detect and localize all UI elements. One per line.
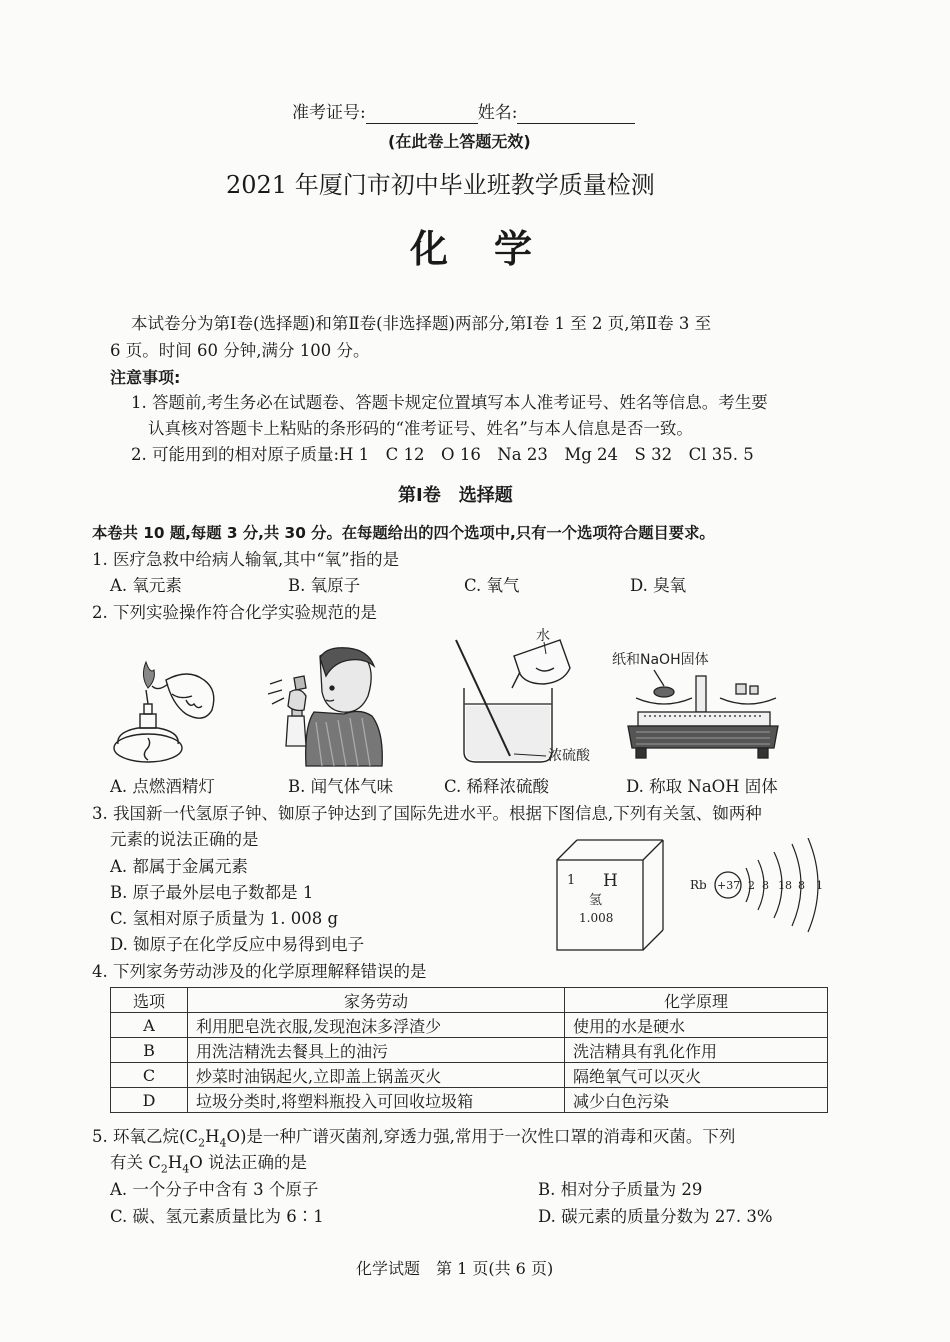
row-principle: 使用的水是硬水 — [565, 1013, 828, 1038]
exam-id-line — [292, 102, 635, 124]
table-row[interactable] — [111, 1013, 828, 1038]
exam-title: 2021 年厦门市初中毕业班教学质量检测 — [226, 171, 655, 199]
intro-line-2: 6 页。时间 60 分钟,满分 100 分。 — [110, 341, 370, 360]
q5-text-b: H — [205, 1127, 220, 1146]
water-label: 水 — [536, 628, 550, 644]
name-label: 姓名: — [477, 103, 518, 123]
q2-option-b[interactable]: B. 闻气体气味 — [288, 777, 394, 796]
row-chore: 炒菜时油锅起火,立即盖上锅盖灭火 — [188, 1063, 565, 1088]
header-option: 选项 — [111, 988, 188, 1013]
q5-option-d[interactable]: D. 碳元素的质量分数为 27. 3% — [538, 1207, 773, 1226]
q1-option-d[interactable]: D. 臭氧 — [630, 576, 687, 595]
exam-id-label: 准考证号: — [292, 103, 366, 123]
q4-table — [110, 987, 828, 1113]
table-header-row — [111, 988, 828, 1013]
q3-stem-line-1: 3. 我国新一代氢原子钟、铷原子钟达到了国际先进水平。根据下图信息,下列有关氢、铷两种 — [92, 804, 762, 823]
h-name: 氢 — [589, 893, 603, 908]
q3-option-b[interactable]: B. 原子最外层电子数都是 1 — [110, 883, 314, 902]
q5-text-2a: 有关 C — [110, 1153, 161, 1172]
row-option: B — [111, 1038, 188, 1063]
q3-option-d[interactable]: D. 铷原子在化学反应中易得到电子 — [110, 935, 365, 954]
h-symbol: H — [603, 871, 618, 891]
q5-stem-line-2 — [110, 1152, 307, 1180]
row-chore: 用洗洁精洗去餐具上的油污 — [188, 1038, 565, 1063]
rb-symbol: Rb — [690, 878, 707, 892]
rb-shell-5: 1 — [816, 879, 823, 892]
row-chore: 垃圾分类时,将塑料瓶投入可回收垃圾箱 — [188, 1088, 565, 1113]
q5-stem-line-1 — [92, 1126, 735, 1154]
q5-sub-4: 4 — [219, 1136, 227, 1150]
q4-stem: 4. 下列家务劳动涉及的化学原理解释错误的是 — [92, 962, 427, 981]
note-2: 2. 可能用到的相对原子质量:H 1 C 12 O 16 Na 23 Mg 24 S 32 Cl 35. 5 — [131, 445, 754, 464]
q5-text-2b: H — [167, 1153, 183, 1172]
section-instructions: 本卷共 10 题,每题 3 分,共 30 分。在每题给出的四个选项中,只有一个选项符合题目要求。 — [92, 524, 715, 542]
rb-shell-1: 2 — [748, 879, 755, 892]
q2-option-c[interactable]: C. 稀释浓硫酸 — [444, 777, 550, 796]
q1-option-c[interactable]: C. 氧气 — [464, 576, 520, 595]
answer-notice: (在此卷上答题无效) — [388, 132, 531, 151]
q1-option-a[interactable]: A. 氧元素 — [110, 576, 182, 595]
rb-shell-4: 8 — [798, 879, 805, 892]
q5-option-c[interactable]: C. 碳、氢元素质量比为 6∶1 — [110, 1207, 324, 1226]
hydrogen-cell — [555, 838, 667, 954]
row-principle: 洗洁精具有乳化作用 — [565, 1038, 828, 1063]
q1-stem: 1. 医疗急救中给病人输氧,其中“氧”指的是 — [92, 550, 400, 569]
h-atomic-number: 1 — [567, 873, 576, 888]
q5-text-a: 5. 环氧乙烷(C — [92, 1127, 199, 1146]
row-option: D — [111, 1088, 188, 1113]
q3-stem-line-2: 元素的说法正确的是 — [110, 830, 259, 849]
name-blank[interactable] — [517, 105, 635, 124]
q5-text-c: O)是一种广谱灭菌剂,穿透力强,常用于一次性口罩的消毒和灭菌。下列 — [226, 1127, 736, 1146]
table-row[interactable] — [111, 1063, 828, 1088]
row-principle: 隔绝氧气可以灭火 — [565, 1063, 828, 1088]
balance-figure — [608, 648, 788, 770]
q5-sub-2: 2 — [198, 1136, 206, 1150]
smelling-gas-figure — [264, 636, 394, 770]
rb-nucleus: +37 — [717, 879, 741, 892]
q3-option-c[interactable]: C. 氢相对原子质量为 1. 008 g — [110, 909, 339, 928]
rubidium-structure — [688, 838, 838, 934]
table-row[interactable] — [111, 1038, 828, 1063]
row-option: A — [111, 1013, 188, 1038]
alcohol-lamp-figure — [108, 640, 228, 770]
q3-option-a[interactable]: A. 都属于金属元素 — [110, 857, 248, 876]
subject-title: 化 学 — [410, 227, 537, 271]
table-row[interactable] — [111, 1088, 828, 1113]
q5-text-2c: O 说法正确的是 — [189, 1153, 308, 1172]
q5-option-a[interactable]: A. 一个分子中含有 3 个原子 — [110, 1180, 319, 1199]
rb-shell-2: 8 — [762, 879, 769, 892]
rb-shell-3: 18 — [778, 879, 792, 892]
paper-naoh-label: 纸和NaOH固体 — [612, 652, 709, 668]
page-footer: 化学试题 第 1 页(共 6 页) — [356, 1259, 554, 1278]
header-chore: 家务劳动 — [188, 988, 565, 1013]
q2-option-d[interactable]: D. 称取 NaOH 固体 — [626, 777, 778, 796]
section-title: 第Ⅰ卷 选择题 — [398, 485, 513, 506]
q5-option-b[interactable]: B. 相对分子质量为 29 — [538, 1180, 703, 1199]
q5-sub-4b: 4 — [182, 1162, 190, 1176]
q2-stem: 2. 下列实验操作符合化学实验规范的是 — [92, 603, 377, 622]
row-chore: 利用肥皂洗衣服,发现泡沫多浮渣少 — [188, 1013, 565, 1038]
q2-option-a[interactable]: A. 点燃酒精灯 — [110, 777, 215, 796]
row-option: C — [111, 1063, 188, 1088]
notes-title: 注意事项: — [110, 368, 181, 387]
note-1-line-1: 1. 答题前,考生务必在试题卷、答题卡规定位置填写本人准考证号、姓名等信息。考生要 — [131, 393, 768, 412]
h-mass: 1.008 — [579, 911, 614, 925]
exam-id-blank[interactable] — [366, 105, 478, 124]
note-1-line-2: 认真核对答题卡上粘贴的条形码的“准考证号、姓名”与本人信息是否一致。 — [148, 419, 693, 438]
header-principle: 化学原理 — [565, 988, 828, 1013]
intro-line-1: 本试卷分为第Ⅰ卷(选择题)和第Ⅱ卷(非选择题)两部分,第Ⅰ卷 1 至 2 页,第Ⅱ卷 3 至 — [131, 314, 712, 333]
q1-option-b[interactable]: B. 氧原子 — [288, 576, 361, 595]
acid-label: 浓硫酸 — [548, 748, 590, 764]
row-principle: 减少白色污染 — [565, 1088, 828, 1113]
dilute-acid-figure — [450, 628, 610, 770]
q5-sub-2b: 2 — [160, 1162, 168, 1176]
